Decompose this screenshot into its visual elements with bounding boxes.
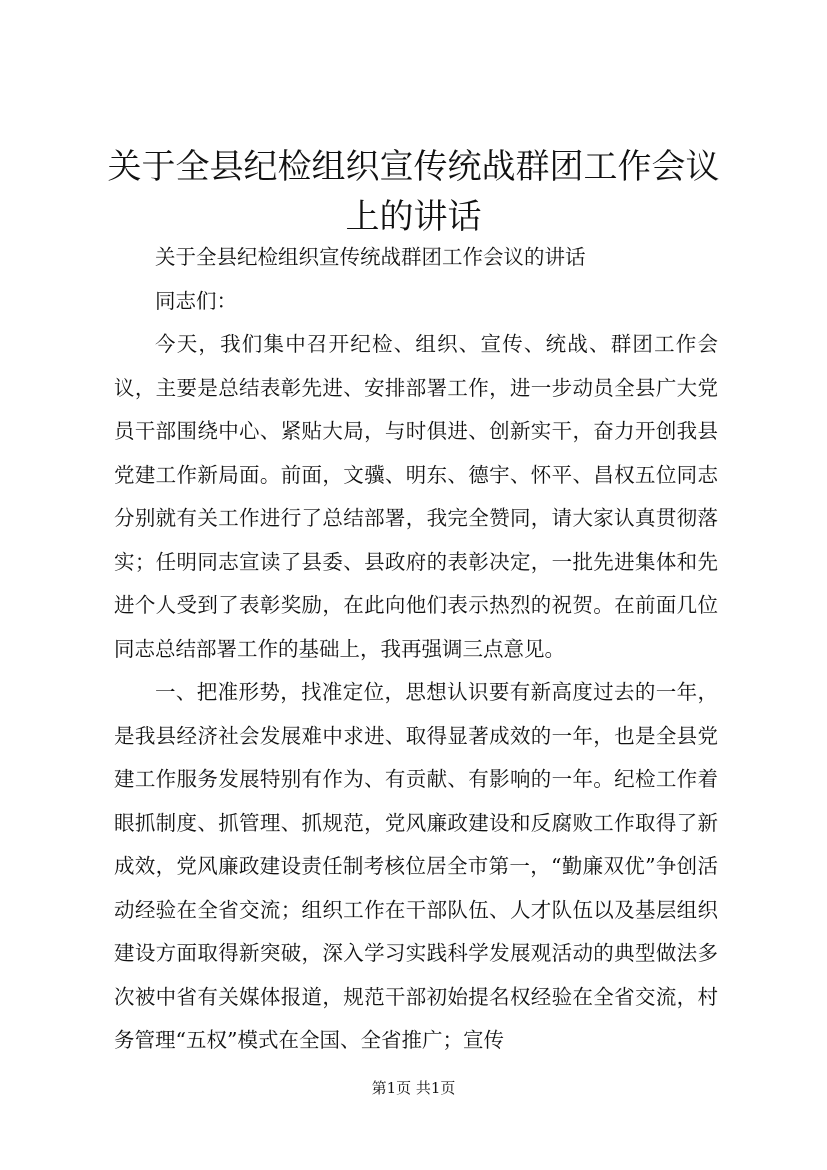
subtitle-paragraph: 关于全县纪检组织宣传统战群团工作会议的讲话 — [155, 245, 586, 269]
salutation-paragraph: 同志们： — [155, 288, 237, 313]
page-footer: 第1页 共1页 — [371, 1079, 456, 1097]
body-paragraph: 今天，我们集中召开纪检、组织、宣传、统战、群团工作会议，主要是总结表彰先进、安排部署工作，进一步动员全县广大党员干部围绕中心、紧贴大局，与时俱进、创新实干，奋力开创我县党建工作新局面。前面，文骥、明东、德宇、怀平、昌权五位同志分别就有关工作进行了总结部署，我完全赞同，请大家认真贯彻落实；任明同志宣读了县委、县政府的表彰决定，一批先进集体和先进个人受到了表彰奖励，在此向他们表示热烈的祝贺。在前面几位同志总结部署工作的基础上，我再强调三点意见。 — [114, 332, 718, 661]
document-title: 关于全县纪检组织宣传统战群团工作会议上的讲话 — [107, 147, 720, 237]
document-body — [114, 236, 718, 1063]
body-paragraph: 一、把准形势，找准定位，思想认识要有新高度过去的一年，是我县经济社会发展难中求进、取得显著成效的一年，也是全县党建工作服务发展特别有作为、有贡献、有影响的一年。纪检工作着眼抓制度、抓管理、抓规范，党风廉政建设和反腐败工作取得了新成效，党风廉政建设责任制考核位居全市第一，“勤廉双优”争创活动经验在全省交流；组织工作在干部队伍、人才队伍以及基层组织建设方面取得新突破，深入学习实践科学发展观活动的典型做法多次被中省有关媒体报道，规范干部初始提名权经验在全省交流，村务管理“五权”模式在全国、全省推广；宣传 — [114, 680, 718, 1052]
